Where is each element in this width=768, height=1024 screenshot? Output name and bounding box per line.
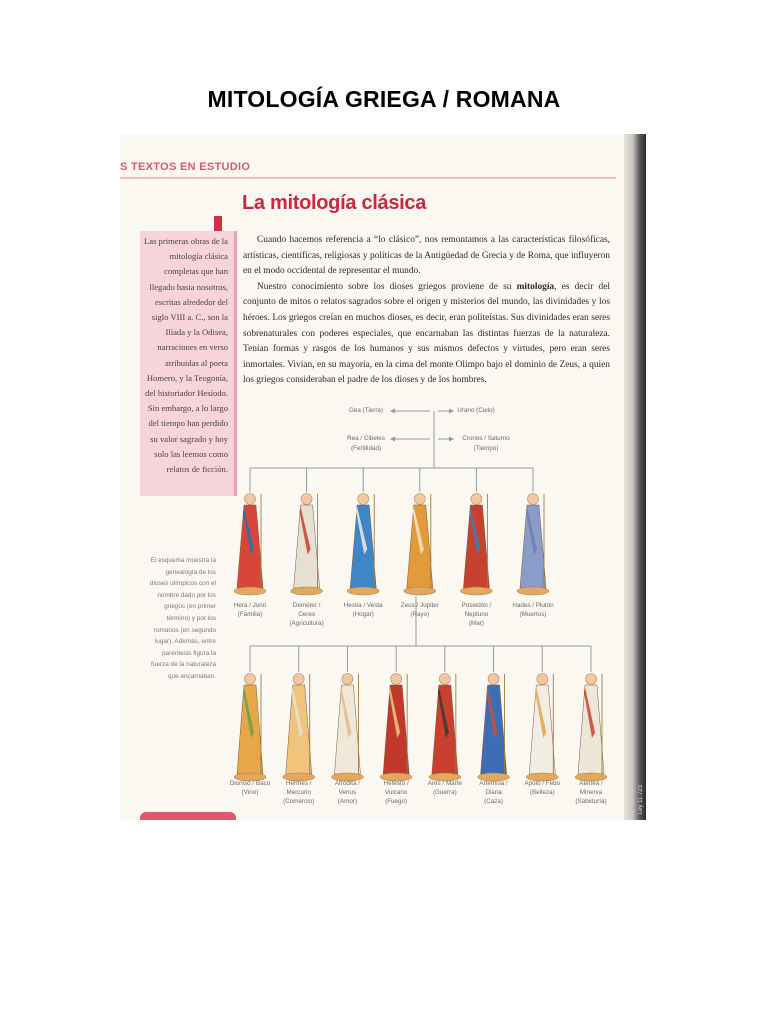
section-header: S TEXTOS EN ESTUDIO bbox=[120, 161, 251, 173]
scanned-textbook-page bbox=[120, 134, 646, 820]
diagram-caption: El esquema muestra la genealogía de los dioses olímpicos con el nombre dado por los griegos (en primer término) y por los romanos (en segundo lugar). Además, entre paréntesis figura la fuerza de la naturaleza que encarnaban. bbox=[149, 557, 216, 680]
row1-label-4: Poseidón / Neptuno (Mar) bbox=[446, 601, 506, 628]
row2-label-3: Hefesto / Vulcano (Fuego) bbox=[366, 779, 426, 806]
node-rea-force: (Fertilidad) bbox=[350, 445, 382, 452]
row2-label-0: Dioniso / Baco (Vino) bbox=[220, 779, 280, 797]
row1-force-4: (Mar) bbox=[468, 620, 484, 627]
edge-text: Ley 11.723 bbox=[638, 784, 644, 814]
row2-force-6: (Belleza) bbox=[529, 789, 555, 796]
mitologia-bold: mitología bbox=[516, 281, 555, 292]
row2-label-6: Apolo / Febo (Belleza) bbox=[512, 779, 572, 797]
row1-figure-4 bbox=[460, 494, 492, 596]
row1-force-3: (Rayo) bbox=[410, 611, 430, 618]
row2-force-0: (Vino) bbox=[241, 789, 259, 796]
row2-figure-0 bbox=[234, 674, 266, 782]
row1-label-1: Deméter / Ceres (Agricultura) bbox=[277, 601, 337, 628]
row2-label-1: Hermes / Mercurio (Comercio) bbox=[269, 779, 329, 806]
row1-force-2: (Hogar) bbox=[352, 611, 374, 618]
row2-label-5: Artemisa / Diana (Caza) bbox=[464, 779, 524, 806]
row1-force-0: (Familia) bbox=[237, 611, 263, 618]
scan-binding-edge bbox=[624, 134, 646, 820]
document-title: MITOLOGÍA GRIEGA / ROMANA bbox=[207, 86, 561, 112]
row2-figure-4 bbox=[429, 674, 461, 782]
row2-figure-1 bbox=[283, 674, 315, 782]
row1-figure-5 bbox=[517, 494, 549, 596]
node-gea: Gea (Tierra) bbox=[348, 407, 384, 414]
row2-force-5: (Caza) bbox=[484, 798, 504, 805]
row2-figure-3 bbox=[380, 674, 412, 782]
genealogy-diagram bbox=[120, 134, 646, 820]
row1-force-5: (Muertos) bbox=[519, 611, 547, 618]
row2-force-4: (Guerra) bbox=[432, 789, 457, 796]
row2-figure-5 bbox=[478, 674, 510, 782]
row2-figure-7 bbox=[575, 674, 607, 782]
node-urano: Urano (Cielo) bbox=[457, 407, 495, 414]
row2-force-3: (Fuego) bbox=[385, 798, 408, 805]
row1-label-3: Zeus / Júpiter (Rayo) bbox=[390, 601, 450, 619]
row1-figure-1 bbox=[291, 494, 323, 596]
paragraph-2: Nuestro conocimiento sobre los dioses griegos proviene de su mitología, es decir del conjunto de mitos o relatos sagrados sobre el origen y misterios del mundo, las divinidades y los héroes. Los griegos creían en muchos dioses, es decir, eran politeístas. Sus divinidades eran seres sobrenaturales con poderes especiales, que encarnaban las distintas fuerzas de la naturaleza. Tenían formas y rasgos de los humanos y sus mismos defectos y virtudes, pero eran seres inmortales. Vivían, en su mayoría, en la cima del monte Olimpo bajo el dominio de Zeus, a quien los griegos consideraban el padre de los dioses y de los hombres. bbox=[243, 281, 610, 386]
page-heading: La mitología clásica bbox=[242, 192, 427, 214]
row1-label-0: Hera / Juno (Familia) bbox=[220, 601, 280, 619]
bottom-tab bbox=[140, 812, 236, 820]
row1-label-2: Hestia / Vesta (Hogar) bbox=[333, 601, 393, 619]
row2-figure-6 bbox=[526, 674, 558, 782]
row2-force-2: (Amor) bbox=[337, 798, 358, 805]
row2-figure-2 bbox=[331, 674, 363, 782]
node-cronos: Cronos / Saturno bbox=[462, 435, 510, 442]
paragraph-1: Cuando hacemos referencia a “lo clásico”, nos remontamos a las características filosóficas, artísticas, científicas, religiosas y políticas de la Antigüedad de Grecia y de Roma, que influyeron en el modo occidental de representar el mundo. bbox=[243, 235, 610, 277]
row1-label-5: Hades / Plutón (Muertos) bbox=[503, 601, 563, 619]
sidebar-note: Las primeras obras de la mitología clásica completas que han llegado hasta nosotros, escritas alrededor del siglo VIII a. C., son la Ilíada y la Odisea, narraciones en verso atribuidas al poeta Homero, y la Teogonía, del historiador Hesíodo. Sin embargo, a lo largo del tiempo han perdido su valor sagrado y hoy solo las leemos como relatos de ficción. bbox=[144, 236, 228, 475]
row2-label-2: Afrodita / Venus (Amor) bbox=[317, 779, 377, 806]
node-cronos-force: (Tiempo) bbox=[473, 445, 499, 452]
row2-label-4: Ares / Marte (Guerra) bbox=[415, 779, 475, 797]
node-rea: Rea / Cibeles bbox=[347, 435, 385, 442]
row2-label-7: Atenea / Minerva (Sabiduría) bbox=[561, 779, 621, 806]
row2-force-1: (Comercio) bbox=[283, 798, 315, 805]
row1-force-1: (Agricultura) bbox=[289, 620, 324, 627]
row1-figure-0 bbox=[234, 494, 266, 596]
row2-force-7: (Sabiduría) bbox=[575, 798, 607, 805]
row1-figure-3 bbox=[404, 494, 436, 596]
row1-figure-2 bbox=[347, 494, 379, 596]
